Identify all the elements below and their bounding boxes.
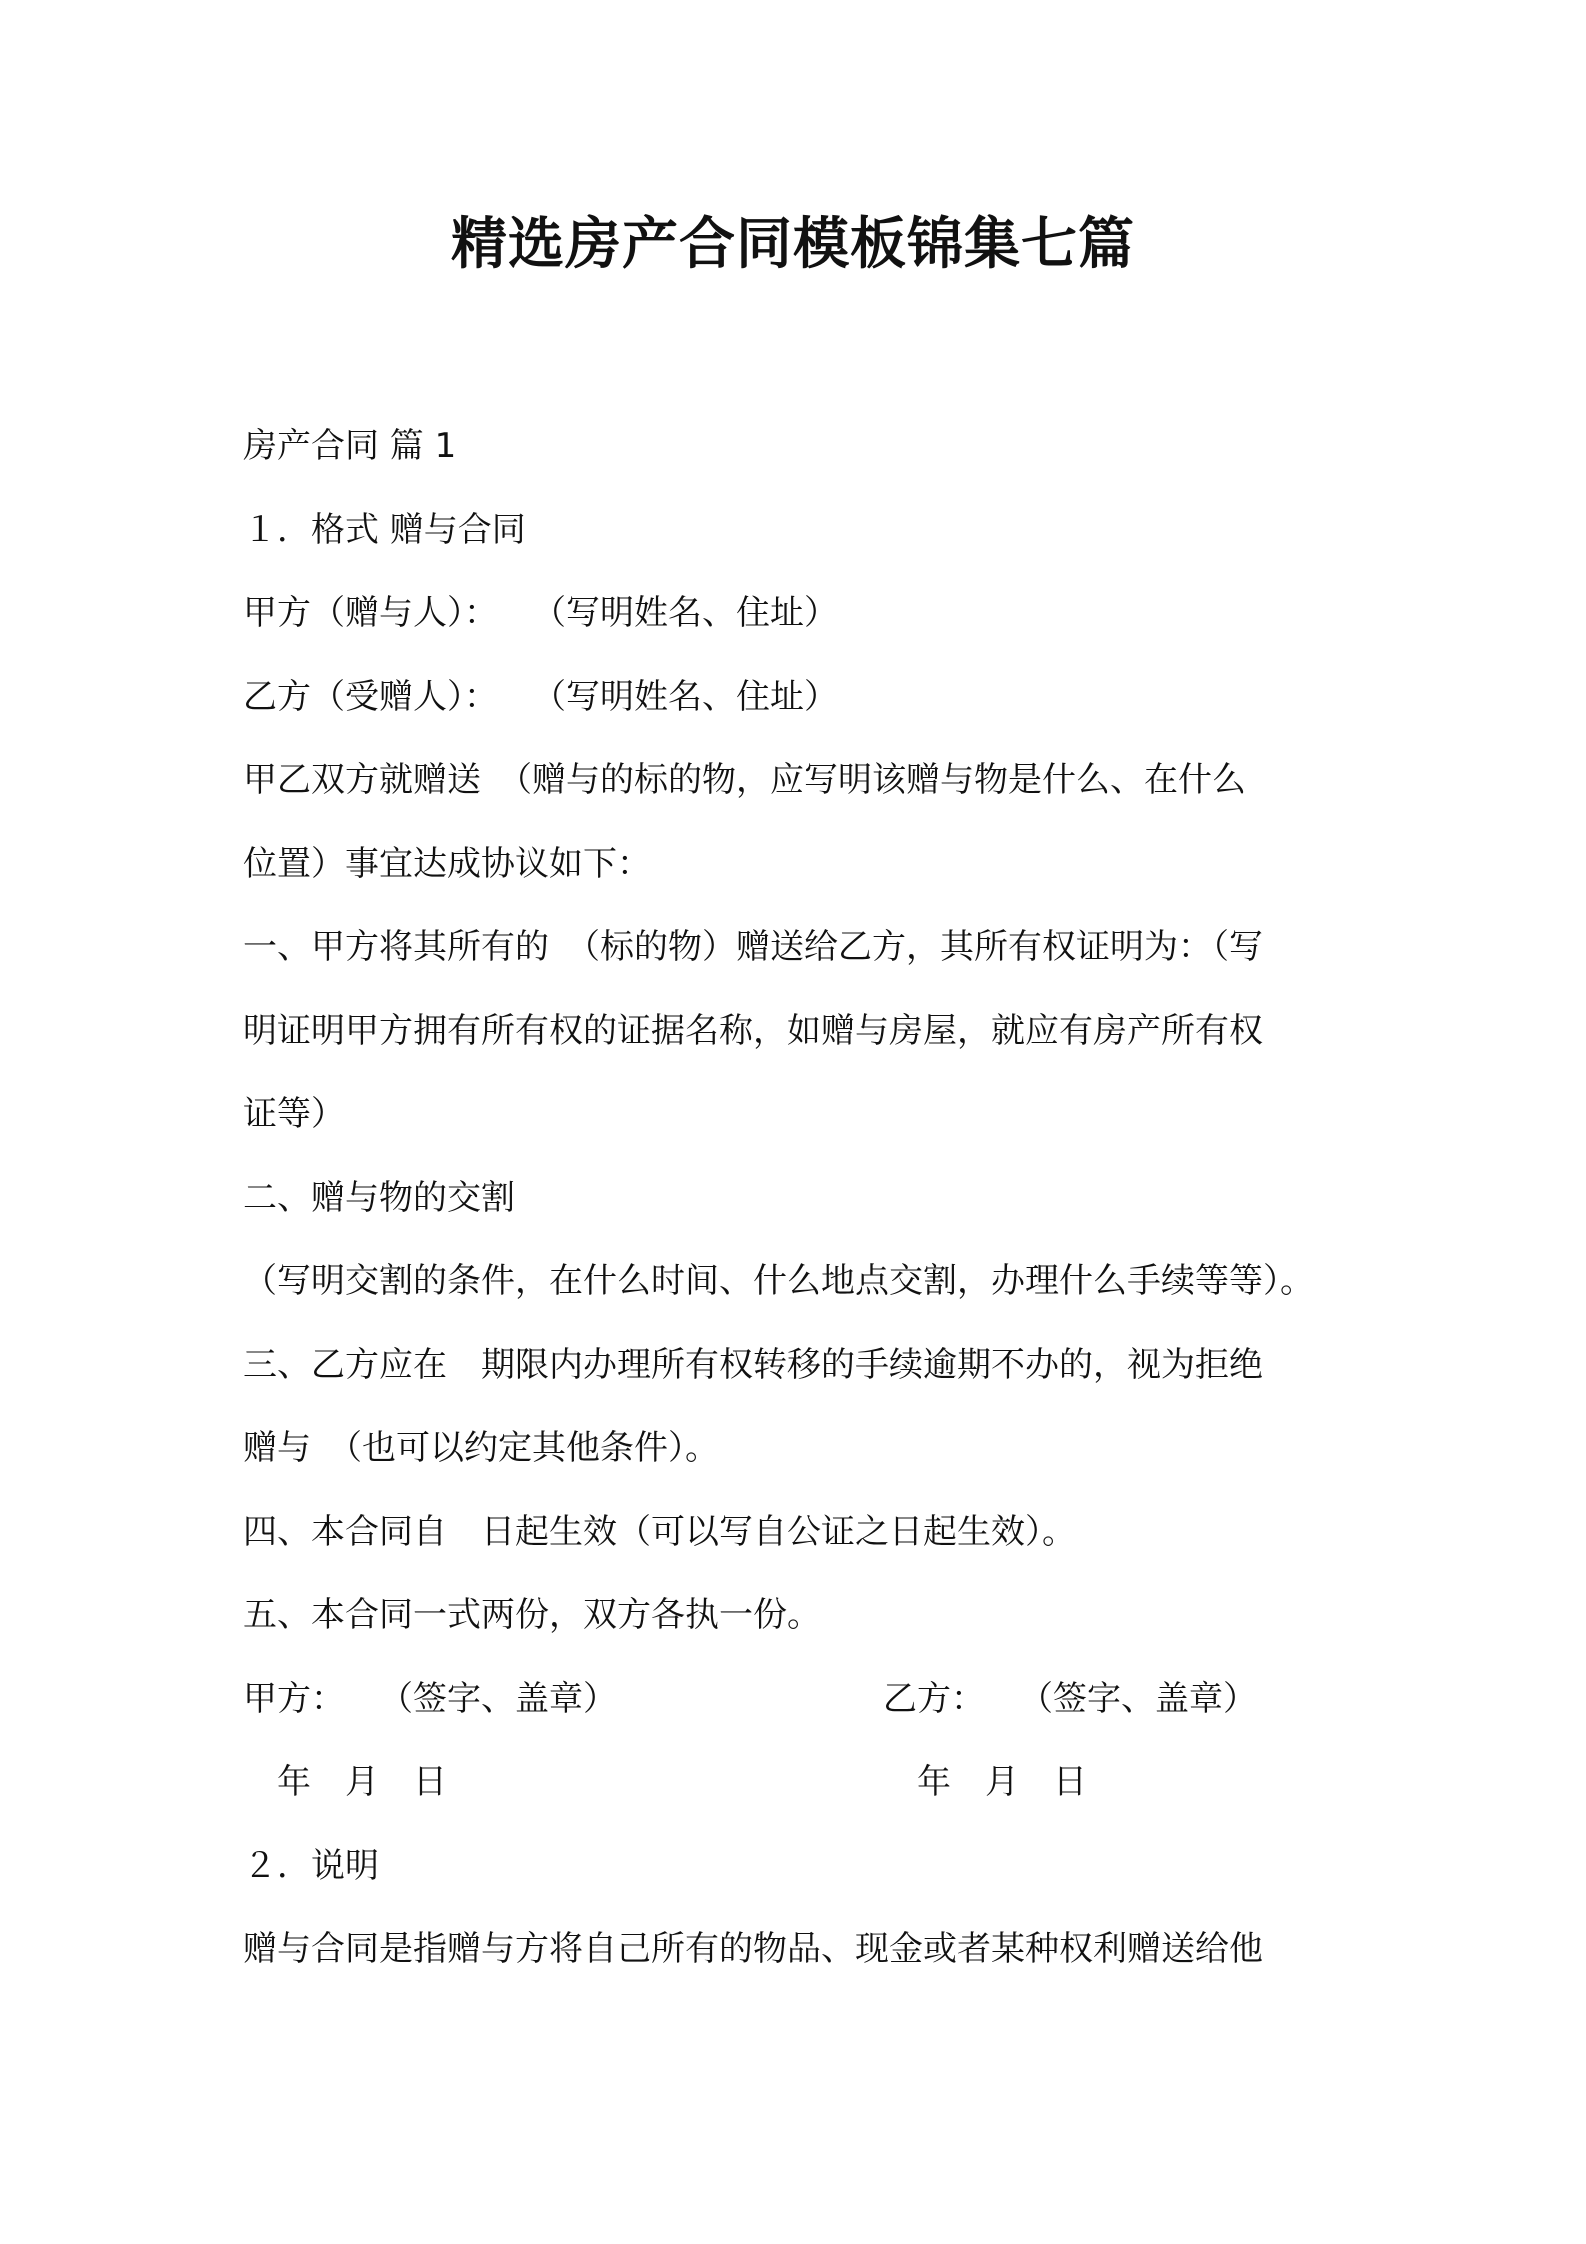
document-body: [243, 405, 1363, 1992]
party-b-date: 年 月 日: [883, 1762, 1087, 1802]
clause-line: 一、甲方将其所有的 （标的物）赠送给乙方，其所有权证明为：（写: [243, 927, 1263, 967]
clause-line: 赠与 （也可以约定其他条件）。: [243, 1428, 719, 1468]
clause-line: 四、本合同自 日起生效（可以写自公证之日起生效）。: [243, 1511, 1076, 1552]
clause-line: 五、本合同一式两份，双方各执一份。: [243, 1595, 821, 1635]
subsection-heading: １．格式 赠与合同: [243, 509, 526, 550]
date-row: [243, 1741, 1363, 1825]
paragraph-line: 赠与合同是指赠与方将自己所有的物品、现金或者某种权利赠送给他: [243, 1929, 1263, 1969]
clause-line: （写明交割的条件，在什么时间、什么地点交割，办理什么手续等等）。: [243, 1261, 1314, 1301]
clause-line: 证等）: [243, 1094, 345, 1134]
signature-row: [243, 1658, 1363, 1742]
clause-line: 三、乙方应在 期限内办理所有权转移的手续逾期不办的，视为拒绝: [243, 1344, 1263, 1385]
party-a-date: 年 月 日: [243, 1762, 447, 1802]
paragraph-line: 甲乙双方就赠送 （赠与的标的物，应写明该赠与物是什么、在什么: [243, 760, 1246, 800]
subsection-heading: ２．说明: [243, 1845, 379, 1886]
party-b-line: 乙方（受赠人）： （写明姓名、住址）: [243, 676, 838, 717]
clause-line: 二、赠与物的交割: [243, 1177, 515, 1218]
paragraph-line: 位置）事宜达成协议如下：: [243, 843, 651, 884]
document-title: 精选房产合同模板锦集七篇: [451, 212, 1135, 277]
party-a-signature: 甲方： （签字、盖章）: [243, 1678, 617, 1719]
clause-line: 明证明甲方拥有所有权的证据名称，如赠与房屋，就应有房产所有权: [243, 1010, 1263, 1051]
party-a-line: 甲方（赠与人）： （写明姓名、住址）: [243, 593, 838, 633]
party-b-signature: 乙方： （签字、盖章）: [883, 1678, 1257, 1719]
section-heading: 房产合同 篇 1: [243, 426, 457, 466]
